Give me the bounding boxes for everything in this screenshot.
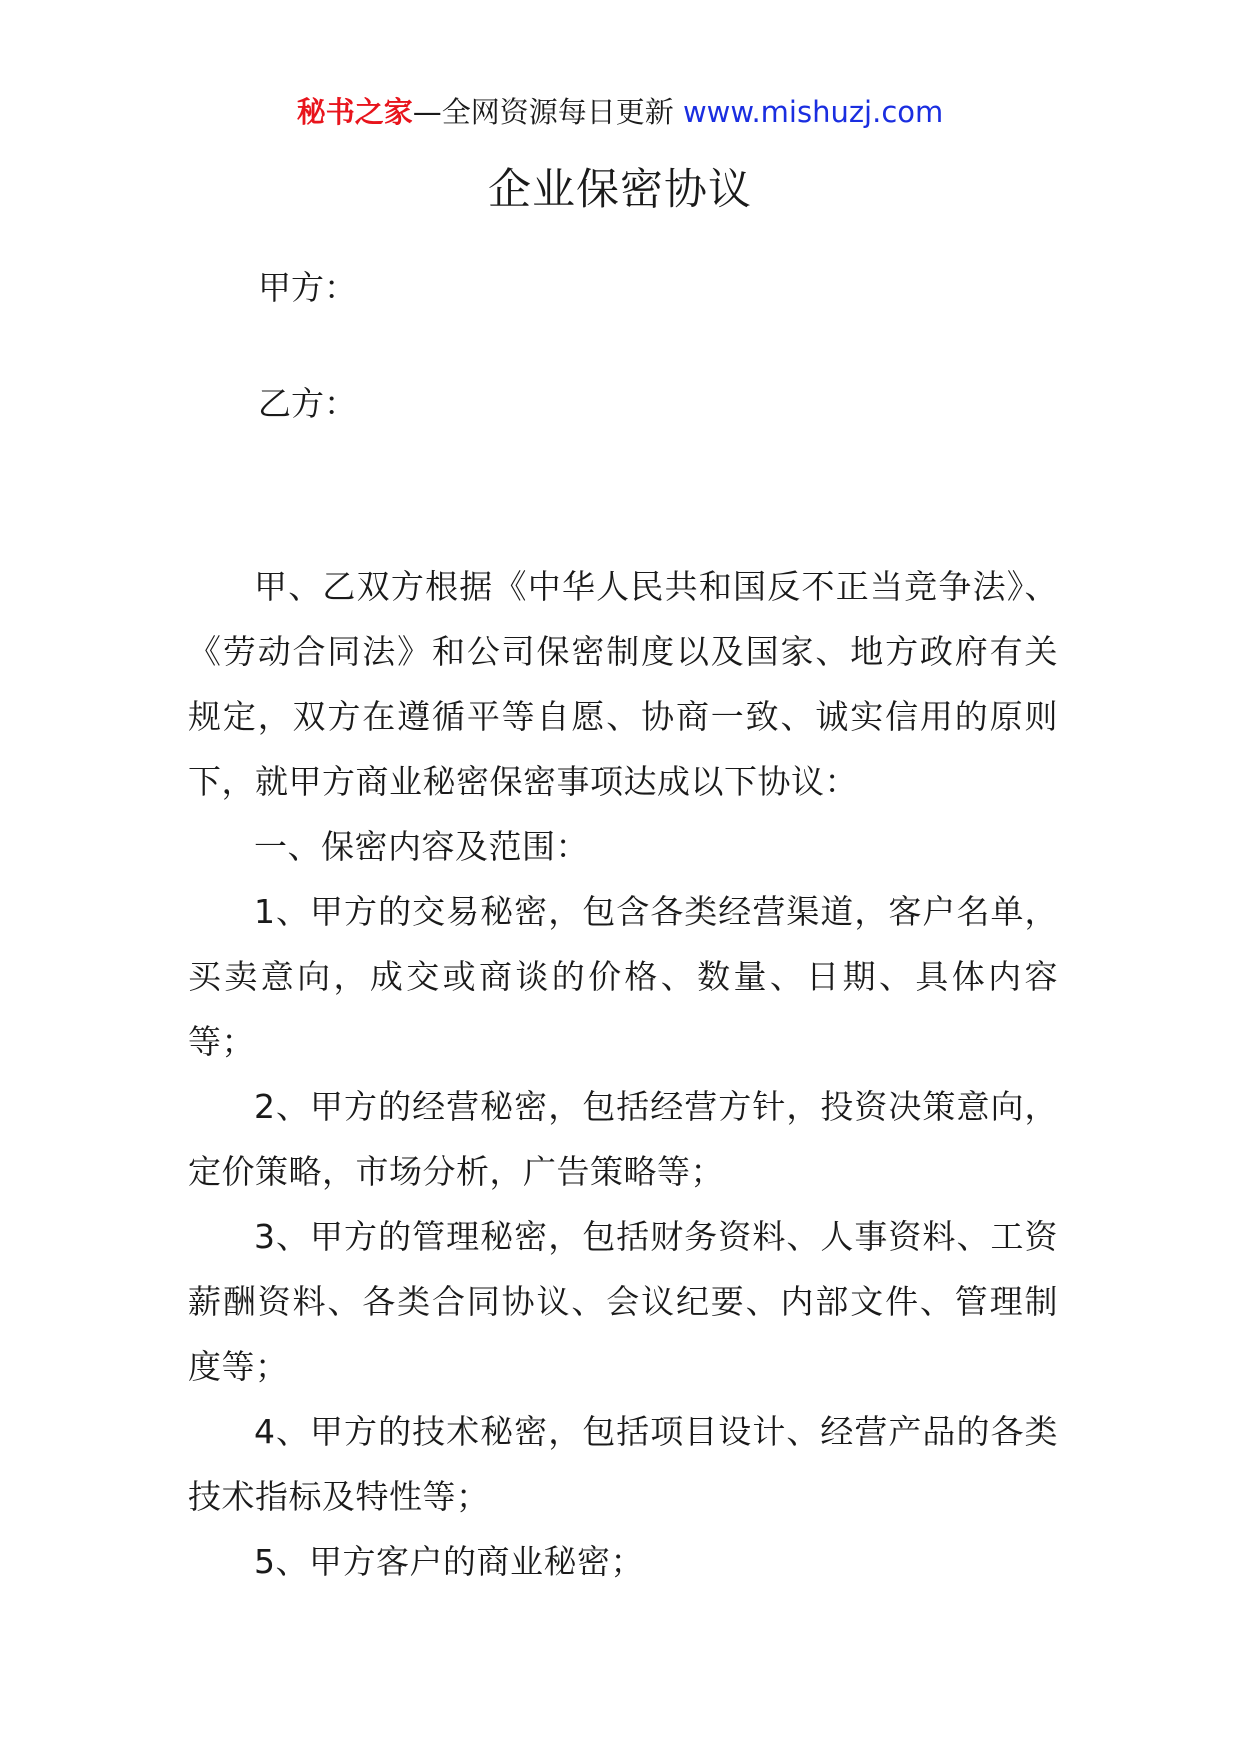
clause-item: 3、甲方的管理秘密，包括财务资料、人事资料、工资薪酬资料、各类合同协议、会议纪要、内部文件、管理制度等； (188, 1217, 1058, 1386)
agreement-body (188, 554, 1058, 1594)
site-brand: 秘书之家 (296, 95, 413, 129)
intro-paragraph: 甲、乙双方根据《中华人民共和国反不正当竞争法》、《劳动合同法》和公司保密制度以及国家、地方政府有关规定，双方在遵循平等自愿、协商一致、诚实信用的原则下，就甲方商业秘密保密事项达成以下协议： (188, 567, 1058, 801)
party-a-field: 甲方： (258, 268, 357, 307)
clause-item: 5、甲方客户的商业秘密； (254, 1542, 644, 1581)
party-b-field: 乙方： (258, 384, 357, 423)
site-header (0, 92, 1240, 132)
section-heading: 一、保密内容及范围： (254, 827, 589, 866)
site-url-link[interactable]: www.mishuzj.com (682, 95, 944, 129)
site-slogan: —全网资源每日更新 (412, 95, 674, 129)
clause-item: 2、甲方的经营秘密，包括经营方针，投资决策意向，定价策略，市场分析，广告策略等； (188, 1087, 1058, 1191)
clause-item: 1、甲方的交易秘密，包含各类经营渠道，客户名单，买卖意向，成交或商谈的价格、数量、日期、具体内容等； (188, 892, 1058, 1061)
clause-item: 4、甲方的技术秘密，包括项目设计、经营产品的各类技术指标及特性等； (188, 1412, 1058, 1516)
document-title: 企业保密协议 (488, 165, 752, 215)
